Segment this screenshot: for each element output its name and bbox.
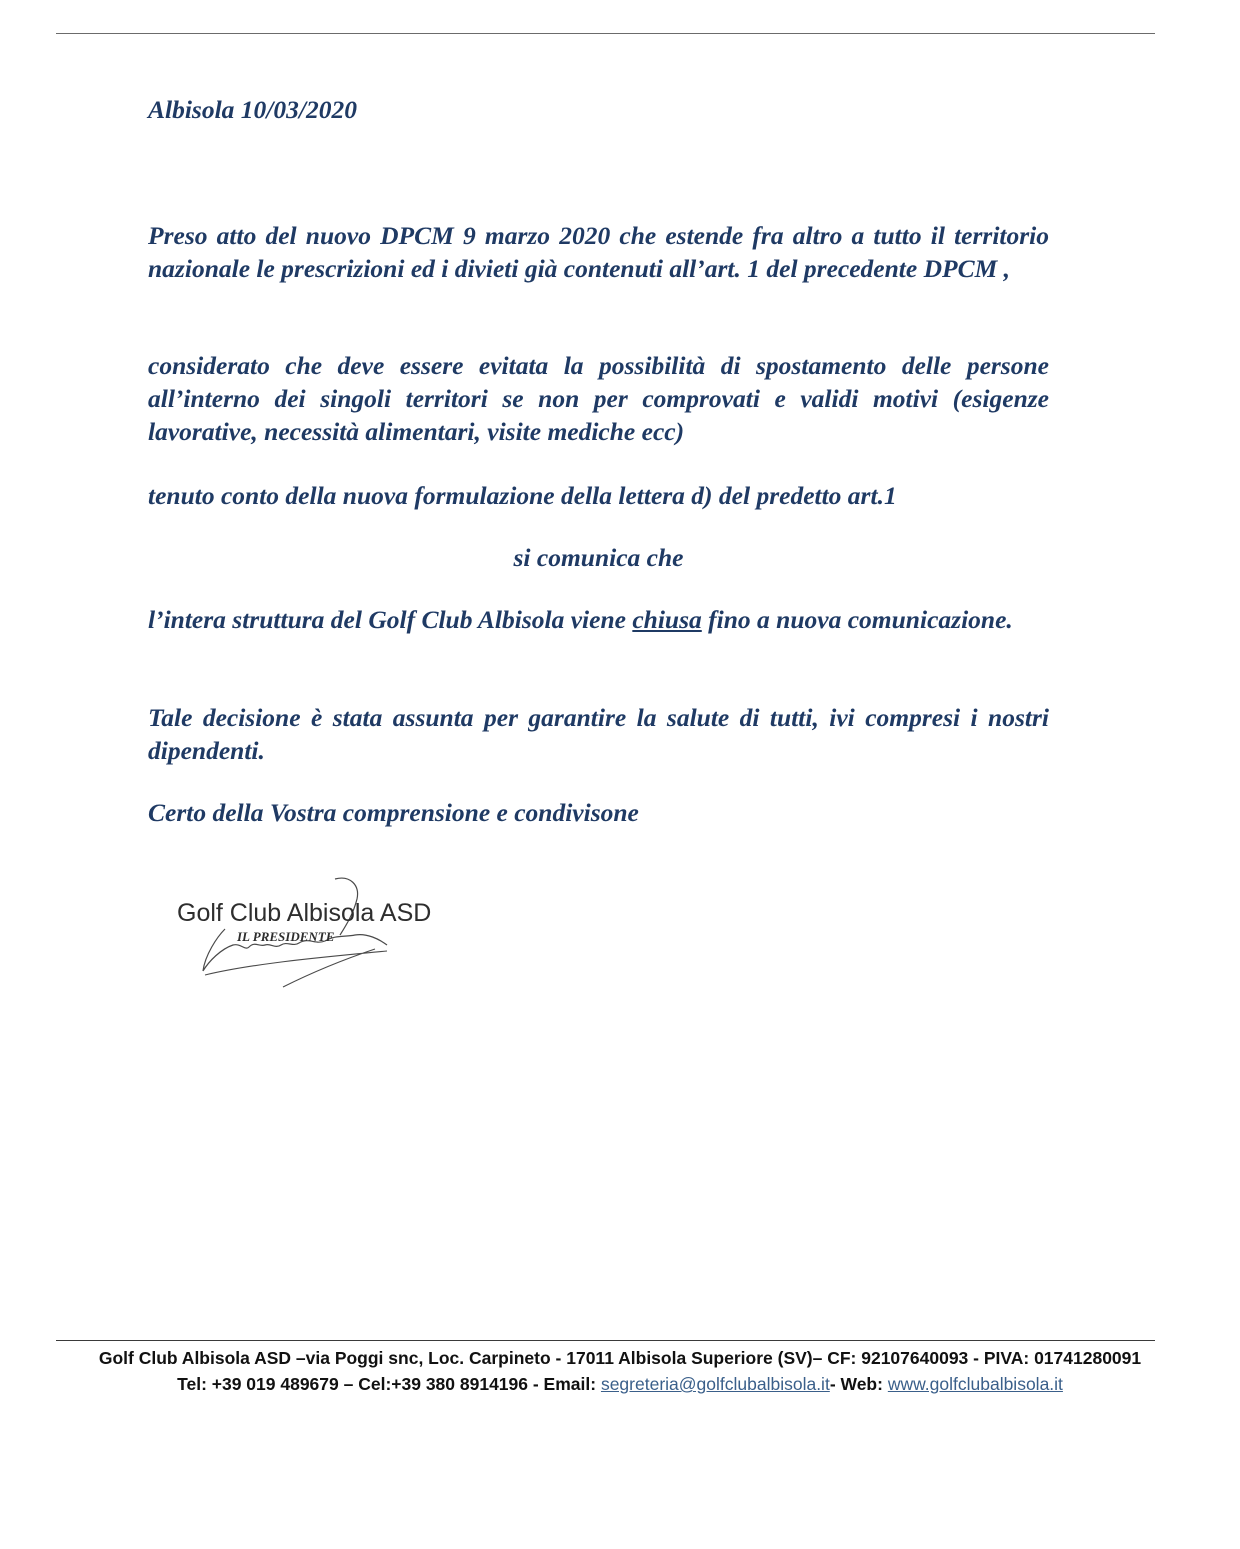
footer-website-link[interactable]: www.golfclubalbisola.it	[887, 1374, 1063, 1394]
footer-web-label: - Web:	[829, 1374, 888, 1394]
footer-address: Golf Club Albisola ASD –via Poggi snc, Loc. Carpineto - 17011 Albisola Superiore (SV)– CF: 92107640093 - PIVA: 01741280091	[98, 1348, 1142, 1368]
footer-contacts	[40, 1374, 1200, 1395]
paragraph-chiusura	[148, 603, 1049, 636]
paragraph-tenuto-conto: tenuto conto della nuova formulazione della lettera d) del predetto art.1	[148, 481, 897, 510]
paragraph-si-comunica: si comunica che	[513, 543, 684, 572]
stamp-club-name: Golf Club Albisola ASD	[177, 899, 432, 927]
header-divider	[56, 33, 1155, 34]
paragraph-preso-atto: Preso atto del nuovo DPCM 9 marzo 2020 che estende fra altro a tutto il territorio nazionale le prescrizioni ed i divieti già contenuti all’art. 1 del precedente DPCM ,	[148, 221, 1049, 283]
chiusura-text-before: l’intera struttura del Golf Club Albisola viene	[148, 605, 633, 634]
footer-divider	[56, 1340, 1155, 1341]
president-signature-stamp	[175, 875, 435, 995]
chiusura-text-after: fino a nuova comunicazione.	[701, 605, 1013, 634]
paragraph-considerato: considerato che deve essere evitata la possibilità di spostamento delle persone all’interno dei singoli territori se non per comprovati e validi motivi (esigenze lavorative, necessità alimentari, visite mediche ecc)	[148, 351, 1049, 446]
footer-email-link[interactable]: segreteria@golfclubalbisola.it	[600, 1374, 830, 1394]
letter-date: Albisola 10/03/2020	[148, 95, 357, 124]
paragraph-decisione: Tale decisione è stata assunta per garantire la salute di tutti, ivi compresi i nostri dipendenti.	[148, 703, 1049, 765]
chiusa-word: chiusa	[632, 605, 702, 634]
footer-phone-label: Tel: +39 019 489679 – Cel:+39 380 8914196 - Email:	[177, 1374, 601, 1394]
stamp-title: IL PRESIDENTE	[237, 929, 335, 944]
paragraph-closing: Certo della Vostra comprensione e condivisone	[148, 798, 639, 827]
signature-underline	[205, 949, 387, 987]
